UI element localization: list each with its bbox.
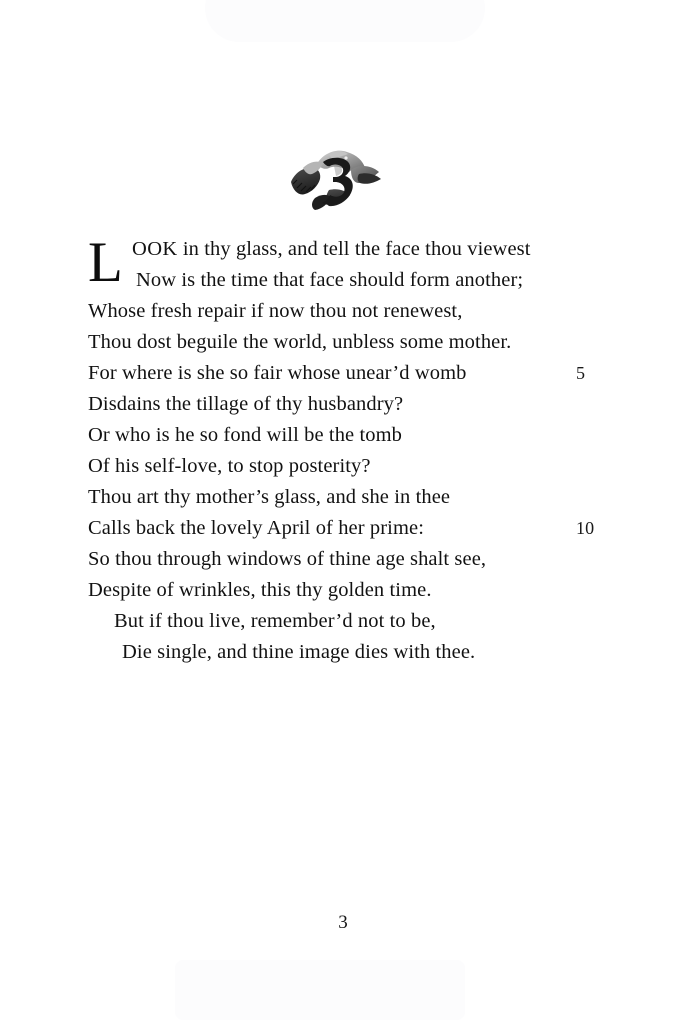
- verse-line-text: Or who is he so fond will be the tomb: [88, 424, 403, 446]
- verse-line: [88, 296, 598, 327]
- verse-line: [88, 544, 598, 575]
- page-number: 3: [338, 912, 348, 933]
- verse-line: [88, 575, 598, 606]
- drop-cap: L: [88, 231, 123, 294]
- verse-line-text: in thy glass, and tell the face thou viewest: [177, 238, 531, 260]
- verse-line-text: Thou art thy mother’s glass, and she in thee: [88, 486, 451, 508]
- scan-artifact-bottom: [175, 960, 465, 1020]
- verse-line-text: Of his self-love, to stop posterity?: [88, 455, 371, 477]
- verse-line-text: But if thou live, remember’d not to be,: [114, 610, 436, 632]
- verse-line: [88, 265, 598, 296]
- verse-line-text: Thou dost beguile the world, unbless some mother.: [88, 331, 512, 353]
- verse-line-couplet: [88, 606, 598, 637]
- verse-line: [88, 358, 598, 389]
- verse-line: [88, 513, 598, 544]
- line-number-marker: 5: [576, 363, 586, 383]
- verse-line-smallcaps: OOK: [132, 238, 178, 260]
- verse-line-text: Now is the time that face should form another;: [136, 269, 524, 291]
- verse-line-text: Disdains the tillage of thy husbandry?: [88, 393, 404, 415]
- verse-line-text: For where is she so fair whose unear’d womb: [88, 362, 467, 384]
- verse-line-text: Calls back the lovely April of her prime:: [88, 517, 425, 539]
- verse-line-text: Despite of wrinkles, this thy golden time.: [88, 579, 432, 601]
- line-number-marker: 10: [576, 518, 595, 538]
- verse-line: [88, 234, 598, 265]
- verse-line: [88, 482, 598, 513]
- verse-line-text: Die single, and thine image dies with thee.: [122, 641, 476, 663]
- scan-artifact-top: [205, 0, 485, 42]
- verse-line: [88, 451, 598, 482]
- floral-numeral-ornament-icon: [285, 146, 385, 214]
- verse-line: [88, 420, 598, 451]
- poem-body: [88, 231, 598, 668]
- verse-line-couplet: [88, 637, 598, 668]
- verse-line: [88, 389, 598, 420]
- verse-line-text: Whose fresh repair if now thou not renewest,: [88, 300, 463, 322]
- verse-line-text: So thou through windows of thine age shalt see,: [88, 548, 487, 570]
- verse-line: [88, 327, 598, 358]
